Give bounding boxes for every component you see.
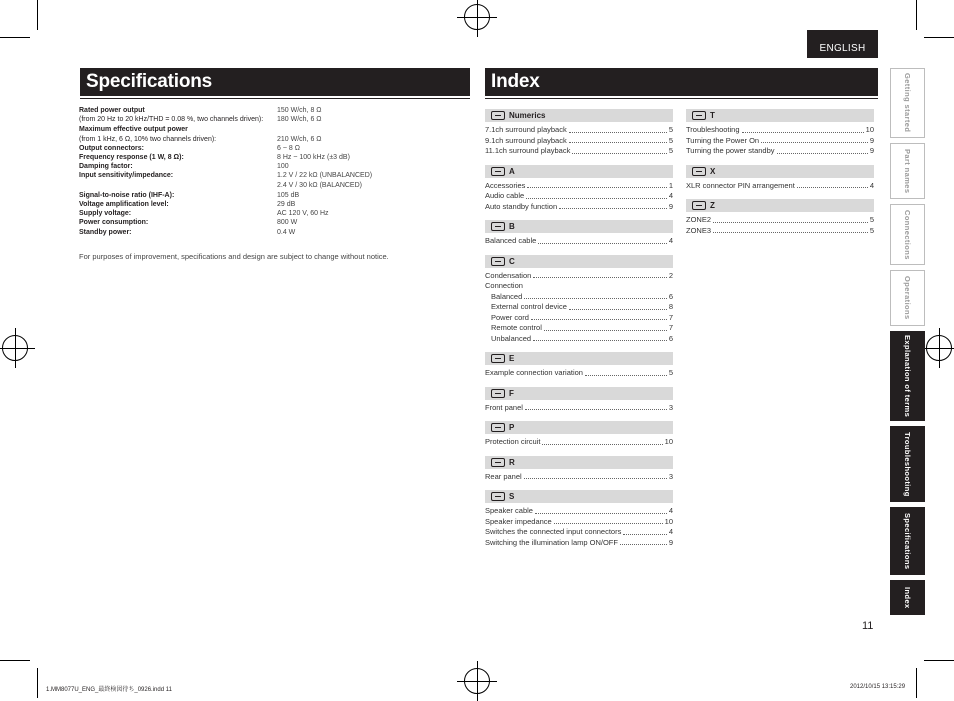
index-entry[interactable] [485, 313, 673, 324]
crop-mark [37, 0, 38, 30]
dot-leader [535, 506, 667, 514]
index-entry-page: 9 [668, 537, 673, 547]
dot-leader [525, 403, 667, 411]
spec-value: 105 dB [277, 191, 300, 199]
index-heading [485, 421, 673, 434]
index-heading [686, 199, 874, 212]
spec-row [79, 125, 439, 134]
spec-row [79, 115, 439, 124]
spec-label: Output connectors: [79, 144, 144, 152]
index-entry-page: 9 [869, 135, 874, 145]
index-entry[interactable] [686, 125, 874, 136]
index-entry[interactable] [686, 226, 874, 237]
index-entry-term: Balanced [491, 291, 523, 301]
index-entry[interactable] [485, 191, 673, 202]
spec-value: 29 dB [277, 201, 296, 209]
index-entry-term: 7.1ch surround playback [485, 125, 567, 134]
spec-label: Power consumption: [79, 219, 149, 227]
dot-leader [742, 125, 864, 133]
index-entry-page: 7 [668, 312, 673, 322]
index-entry-term: 11.1ch surround playback [485, 146, 571, 155]
index-entry[interactable] [485, 202, 673, 213]
index-entry-term: Connection [485, 281, 523, 290]
index-entry-term: Condensation [485, 270, 532, 280]
spec-value: 150 W/ch, 8 Ω [277, 107, 322, 114]
index-heading [485, 456, 673, 469]
pointing-hand-icon [491, 354, 505, 363]
index-entry-term: Speaker cable [485, 506, 533, 515]
pointing-hand-icon [491, 458, 505, 467]
index-group [485, 352, 673, 379]
spec-label: Voltage amplification level: [79, 201, 169, 209]
spec-value: 1.2 V / 22 kΩ (UNBALANCED) [277, 172, 373, 180]
index-entry[interactable] [485, 181, 673, 192]
index-heading-label: T [710, 111, 715, 120]
registration-mark [464, 668, 490, 694]
index-heading [485, 255, 673, 268]
index-entry-page: 10 [664, 516, 673, 526]
index-entry-page: 5 [869, 215, 874, 224]
index-entry-term: Turning the Power On [686, 135, 760, 145]
index-entry[interactable] [485, 146, 673, 157]
index-heading [485, 109, 673, 122]
index-entry-page: 6 [668, 291, 673, 301]
index-entry[interactable] [485, 125, 673, 136]
spec-value: 180 W/ch, 6 Ω [277, 116, 322, 124]
index-entry-term: Unbalanced [491, 333, 532, 343]
index-heading-label: C [509, 256, 515, 266]
spec-value: 2.4 V / 30 kΩ (BALANCED) [277, 181, 362, 189]
index-entry-page: 6 [668, 333, 673, 343]
pointing-hand-icon [491, 423, 505, 432]
index-group [686, 109, 874, 157]
dot-leader [761, 136, 868, 144]
dot-leader [777, 146, 868, 154]
index-entry-page: 9 [668, 201, 673, 211]
spec-row [79, 191, 439, 200]
index-entry[interactable] [485, 323, 673, 334]
crop-mark [916, 668, 917, 698]
index-entry-term: Troubleshooting [686, 125, 740, 134]
side-tab-label: Getting started [903, 73, 912, 133]
index-group [485, 490, 673, 548]
spec-value: 8 Hz ~ 100 kHz (±3 dB) [277, 154, 350, 162]
index-entry[interactable] [686, 181, 874, 192]
index-entry[interactable] [686, 146, 874, 157]
dot-leader [527, 181, 666, 189]
crop-mark [0, 660, 30, 661]
spec-label: Maximum effective output power [79, 126, 188, 134]
registration-mark [926, 335, 952, 361]
index-entry-term: Power cord [491, 312, 529, 322]
index-heading-label: B [509, 222, 515, 231]
spec-label: Input sensitivity/impedance: [79, 172, 174, 180]
index-entry[interactable] [485, 368, 673, 379]
dot-leader [569, 136, 667, 144]
dot-leader [526, 191, 667, 199]
index-entry-term: 9.1ch surround playback [485, 135, 567, 145]
crop-mark [0, 37, 30, 38]
side-tab-part-names[interactable] [890, 143, 925, 199]
index-entry-term: XLR connector PIN arrangement [686, 180, 795, 190]
registration-mark [464, 4, 490, 30]
spec-value: AC 120 V, 60 Hz [277, 210, 329, 218]
pointing-hand-icon [692, 201, 706, 210]
dot-leader [533, 271, 667, 279]
index-entry-page: 4 [668, 527, 673, 536]
index-entry-term: ZONE2 [686, 215, 712, 224]
dot-leader [585, 368, 667, 376]
index-entry[interactable] [485, 538, 673, 549]
dot-leader [623, 527, 666, 535]
index-entry[interactable] [485, 281, 673, 292]
index-entry-page: 5 [668, 146, 673, 155]
index-entry-term: Audio cable [485, 191, 525, 200]
index-entry-page: 10 [865, 125, 874, 134]
index-group [485, 456, 673, 483]
dot-leader [538, 236, 667, 244]
index-entry-page: 4 [668, 506, 673, 515]
registration-mark [2, 335, 28, 361]
index-entry-term: Remote control [491, 323, 542, 332]
index-entry-page: 8 [668, 302, 673, 311]
side-tab-label: Troubleshooting [903, 431, 912, 497]
index-entry[interactable] [485, 517, 673, 528]
dot-leader [544, 323, 667, 331]
crop-mark [924, 37, 954, 38]
index-group [485, 255, 673, 345]
spec-table [79, 106, 439, 237]
dot-leader [533, 334, 667, 342]
index-group [485, 220, 673, 247]
index-heading-label: S [509, 492, 515, 501]
side-tab-explanation-of-terms[interactable] [890, 331, 925, 421]
index-entry-page: 5 [668, 368, 673, 377]
spec-label: (from 1 kHz, 6 Ω, 10% two channels driven): [79, 135, 217, 143]
pointing-hand-icon [491, 167, 505, 176]
index-entry-page: 10 [664, 437, 673, 446]
index-heading [485, 490, 673, 503]
index-entry-page: 1 [668, 180, 673, 190]
index-entry[interactable] [485, 437, 673, 448]
index-entry-term: Balanced cable [485, 236, 537, 245]
index-heading-label: Z [710, 201, 715, 210]
pointing-hand-icon [491, 389, 505, 398]
index-entry-term: External control device [491, 302, 567, 311]
index-entry[interactable] [485, 302, 673, 313]
spec-row [79, 106, 439, 115]
spec-label: Signal-to-noise ratio (IHF-A): [79, 191, 175, 199]
index-entry-page: 3 [668, 471, 673, 481]
index-entry-page: 5 [668, 135, 673, 145]
index-entry-term: Protection circuit [485, 437, 541, 446]
footer-filename: 1.MM8077U_ENG_最終検図待ち_0926.indd 11 [46, 687, 172, 693]
index-group [485, 387, 673, 414]
dot-leader [559, 202, 667, 210]
index-entry-page: 4 [869, 180, 874, 190]
spec-row [79, 200, 439, 209]
index-entry[interactable] [485, 527, 673, 538]
index-entry[interactable] [485, 403, 673, 414]
pointing-hand-icon [491, 492, 505, 501]
side-tab-label: Operations [903, 276, 912, 320]
spec-row [79, 209, 439, 218]
dot-leader [797, 181, 868, 189]
footer-timestamp: 2012/10/15 13:15:29 [850, 684, 906, 690]
side-tab-index[interactable] [890, 580, 925, 615]
side-tab-label: Index [903, 586, 912, 609]
index-entry-term: Turning the power standby [686, 146, 775, 155]
index-heading [485, 165, 673, 178]
spec-row [79, 162, 439, 171]
index-entry-term: Speaker impedance [485, 516, 552, 526]
index-group [686, 165, 874, 192]
index-title: Index [485, 68, 878, 96]
index-entry[interactable] [485, 506, 673, 517]
spec-value: 0.4 W [277, 228, 296, 236]
index-group [485, 109, 673, 157]
spec-value: 6 ~ 8 Ω [277, 144, 300, 152]
page-number: 11 [862, 620, 874, 632]
index-entry-term: Switches the connected input connectors [485, 527, 622, 536]
dot-leader [620, 538, 667, 546]
dot-leader [524, 292, 667, 300]
index-heading [485, 352, 673, 365]
index-entry[interactable] [686, 215, 874, 226]
index-entry-term: ZONE3 [686, 225, 712, 235]
side-tab-label: Specifications [903, 512, 912, 570]
dot-leader [554, 517, 663, 525]
index-entry[interactable] [485, 334, 673, 345]
index-group [686, 199, 874, 236]
index-entry-term: Front panel [485, 402, 523, 412]
index-column-2 [686, 109, 874, 244]
spec-label: Supply voltage: [79, 210, 132, 218]
crop-mark [37, 668, 38, 698]
spec-row [79, 228, 439, 237]
spec-row [79, 171, 439, 180]
index-heading-label: A [509, 166, 515, 176]
spec-label: Standby power: [79, 228, 132, 236]
index-heading [485, 220, 673, 233]
spec-row [79, 181, 439, 190]
dot-leader [531, 313, 667, 321]
index-heading [686, 109, 874, 122]
pointing-hand-icon [491, 222, 505, 231]
dot-leader [713, 226, 868, 234]
spec-row [79, 153, 439, 162]
side-tab-label: Connections [903, 209, 912, 260]
crop-mark [924, 660, 954, 661]
spec-value: 210 W/ch, 6 Ω [277, 135, 322, 143]
dot-leader [542, 437, 662, 445]
dot-leader [572, 146, 666, 154]
index-entry-page: 3 [668, 402, 673, 412]
index-heading-label: R [509, 457, 515, 467]
index-column-1 [485, 109, 673, 556]
dot-leader [569, 302, 667, 310]
spec-row [79, 144, 439, 153]
index-entry[interactable] [485, 136, 673, 147]
dot-leader [713, 215, 868, 223]
index-heading-label: P [509, 423, 515, 432]
crop-mark [916, 0, 917, 30]
index-entry-page: 2 [668, 270, 673, 280]
index-entry-term: Accessories [485, 180, 526, 190]
spec-note: For purposes of improvement, specifications and design are subject to change without notice. [79, 252, 389, 261]
pointing-hand-icon [491, 257, 505, 266]
side-tab-connections[interactable] [890, 204, 925, 265]
index-heading-label: X [710, 166, 716, 176]
index-entry-page: 7 [668, 323, 673, 332]
pointing-hand-icon [491, 111, 505, 120]
spec-label: Frequency response (1 W, 8 Ω): [79, 154, 184, 162]
index-heading-label: F [509, 388, 514, 398]
index-entry[interactable] [485, 472, 673, 483]
index-entry-page: 9 [869, 146, 874, 155]
index-entry-term: Auto standby function [485, 201, 558, 211]
side-tab-operations[interactable] [890, 270, 925, 326]
index-entry-page: 5 [869, 225, 874, 235]
side-tab-label: Part names [903, 148, 912, 194]
index-entry[interactable] [485, 271, 673, 282]
index-heading [686, 165, 874, 178]
index-entry[interactable] [485, 236, 673, 247]
specifications-title: Specifications [80, 68, 470, 96]
index-entry[interactable] [686, 136, 874, 147]
spec-label: Rated power output [79, 107, 145, 114]
index-entry-page: 4 [668, 191, 673, 200]
spec-value: 800 W [277, 219, 298, 227]
index-heading [485, 387, 673, 400]
index-entry[interactable] [485, 292, 673, 303]
index-heading-label: E [509, 354, 515, 363]
index-heading-label: Numerics [509, 111, 546, 120]
side-tab-label: Explanation of terms [903, 334, 912, 418]
index-entry-term: Switching the illumination lamp ON/OFF [485, 537, 618, 547]
spec-value: 100 [277, 163, 289, 171]
side-tab-getting-started[interactable] [890, 68, 925, 138]
dot-leader [524, 472, 667, 480]
spec-row [79, 135, 439, 144]
index-group [485, 421, 673, 448]
side-tab-specifications[interactable] [890, 507, 925, 575]
index-entry-page: 5 [668, 125, 673, 134]
spec-label: Damping factor: [79, 163, 133, 171]
pointing-hand-icon [692, 111, 706, 120]
side-tab-troubleshooting[interactable] [890, 426, 925, 502]
spec-row [79, 218, 439, 227]
index-entry-term: Example connection variation [485, 368, 583, 377]
index-group [485, 165, 673, 213]
index-entry-page: 4 [668, 236, 673, 245]
spec-label: (from 20 Hz to 20 kHz/THD = 0.08 %, two channels driven): [79, 116, 264, 124]
index-entry-term: Rear panel [485, 471, 522, 481]
pointing-hand-icon [692, 167, 706, 176]
dot-leader [569, 125, 667, 133]
language-tab: ENGLISH [807, 30, 878, 58]
